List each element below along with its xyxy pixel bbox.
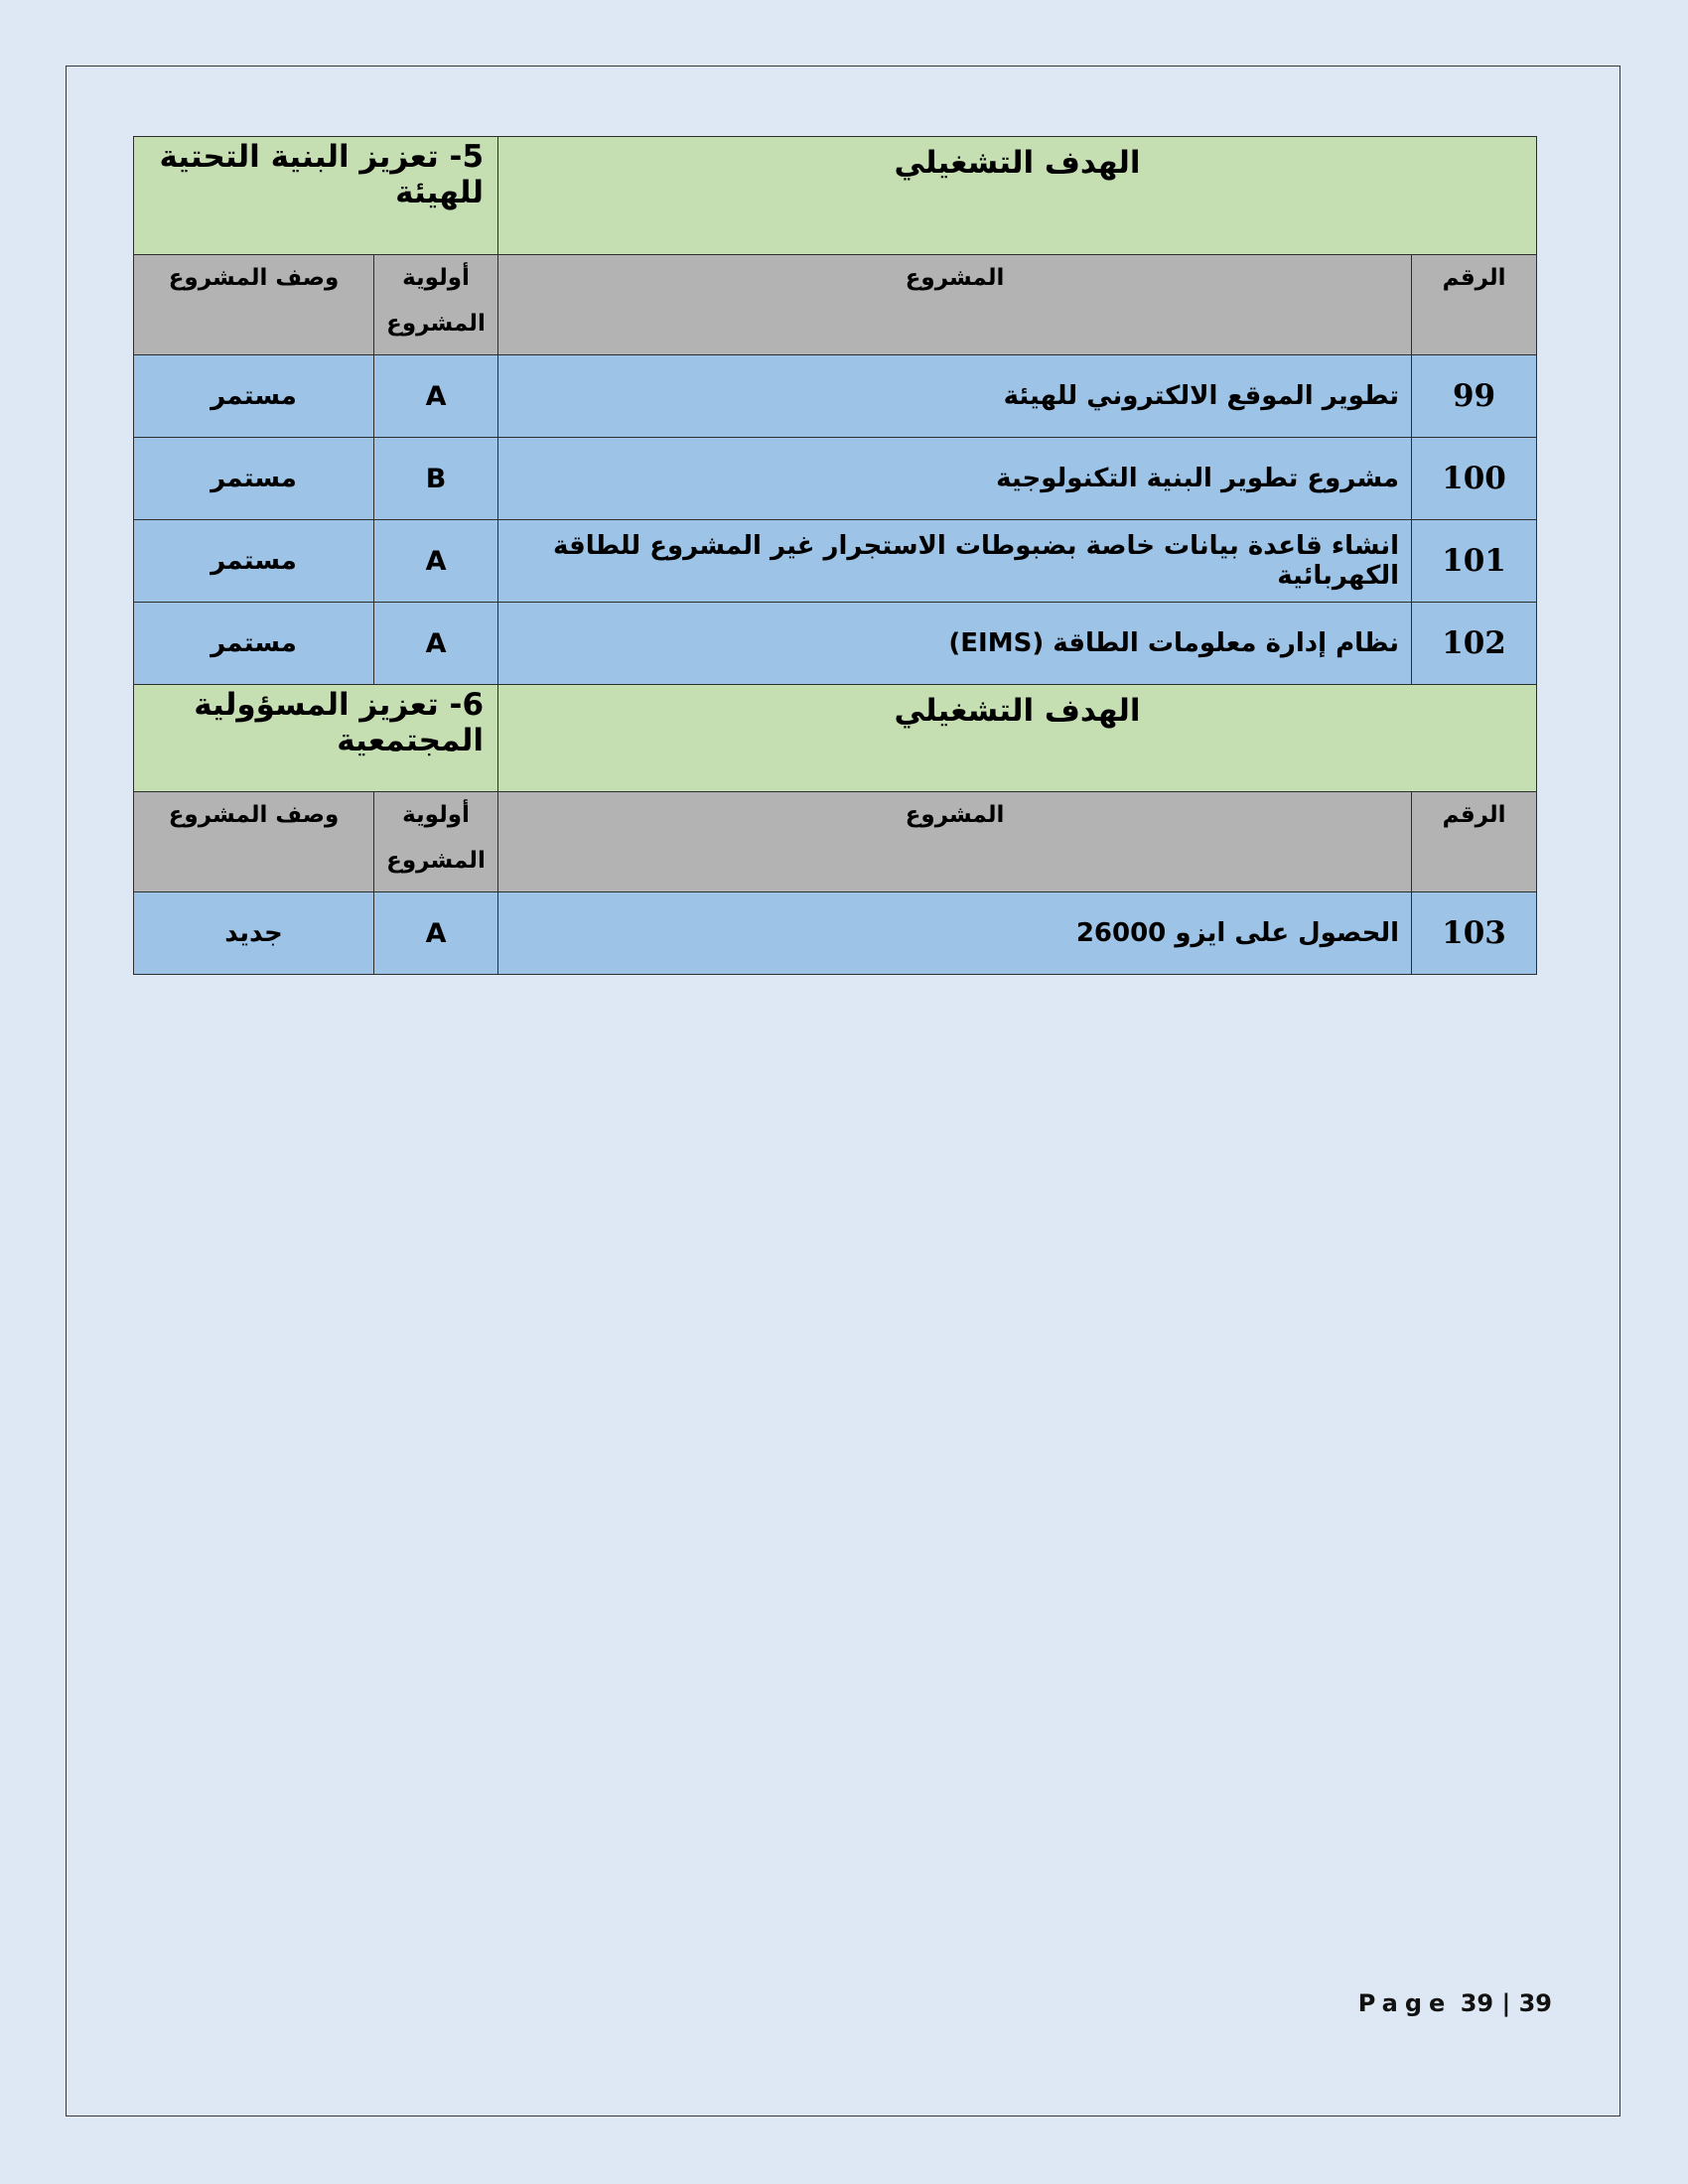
page-separator: | (1501, 1989, 1511, 2017)
total-pages-number: 39 (1518, 1989, 1552, 2017)
header-description: وصف المشروع (134, 792, 374, 892)
row-project: تطوير الموقع الالكتروني للهيئة (498, 355, 1412, 438)
row-priority: A (374, 892, 498, 975)
row-number: 99 (1412, 355, 1537, 438)
header-number: الرقم (1412, 792, 1537, 892)
current-page-number: 39 (1460, 1989, 1494, 2017)
projects-table (133, 136, 1537, 975)
row-priority: B (374, 438, 498, 520)
objective-row (134, 137, 1537, 255)
header-priority: أولوية المشروع (374, 255, 498, 355)
table-row (134, 520, 1537, 603)
table-row (134, 603, 1537, 685)
row-project: نظام إدارة معلومات الطاقة (EIMS) (498, 603, 1412, 685)
row-description: مستمر (134, 520, 374, 603)
objective-title: 6- تعزيز المسؤولية المجتمعية (134, 685, 498, 792)
objective-label: الهدف التشغيلي (498, 685, 1537, 792)
header-description: وصف المشروع (134, 255, 374, 355)
row-number: 101 (1412, 520, 1537, 603)
row-priority: A (374, 355, 498, 438)
table-row (134, 892, 1537, 975)
row-priority: A (374, 603, 498, 685)
table-header-row (134, 255, 1537, 355)
objective-row (134, 685, 1537, 792)
table-row (134, 438, 1537, 520)
row-number: 103 (1412, 892, 1537, 975)
row-priority: A (374, 520, 498, 603)
header-project: المشروع (498, 792, 1412, 892)
table-header-row (134, 792, 1537, 892)
row-number: 102 (1412, 603, 1537, 685)
row-project: مشروع تطوير البنية التكنولوجية (498, 438, 1412, 520)
row-number: 100 (1412, 438, 1537, 520)
objective-title: 5- تعزيز البنية التحتية للهيئة (134, 137, 498, 255)
row-description: مستمر (134, 438, 374, 520)
page-word: Page (1357, 1989, 1453, 2017)
row-project: انشاء قاعدة بيانات خاصة بضبوطات الاستجرار غير المشروع للطاقة الكهربائية (498, 520, 1412, 603)
row-description: جديد (134, 892, 374, 975)
row-project: الحصول على ايزو 26000 (498, 892, 1412, 975)
header-project: المشروع (498, 255, 1412, 355)
table-row (134, 355, 1537, 438)
page-footer (1358, 1989, 1552, 2017)
header-priority: أولوية المشروع (374, 792, 498, 892)
row-description: مستمر (134, 603, 374, 685)
objective-label: الهدف التشغيلي (498, 137, 1537, 255)
row-description: مستمر (134, 355, 374, 438)
header-number: الرقم (1412, 255, 1537, 355)
